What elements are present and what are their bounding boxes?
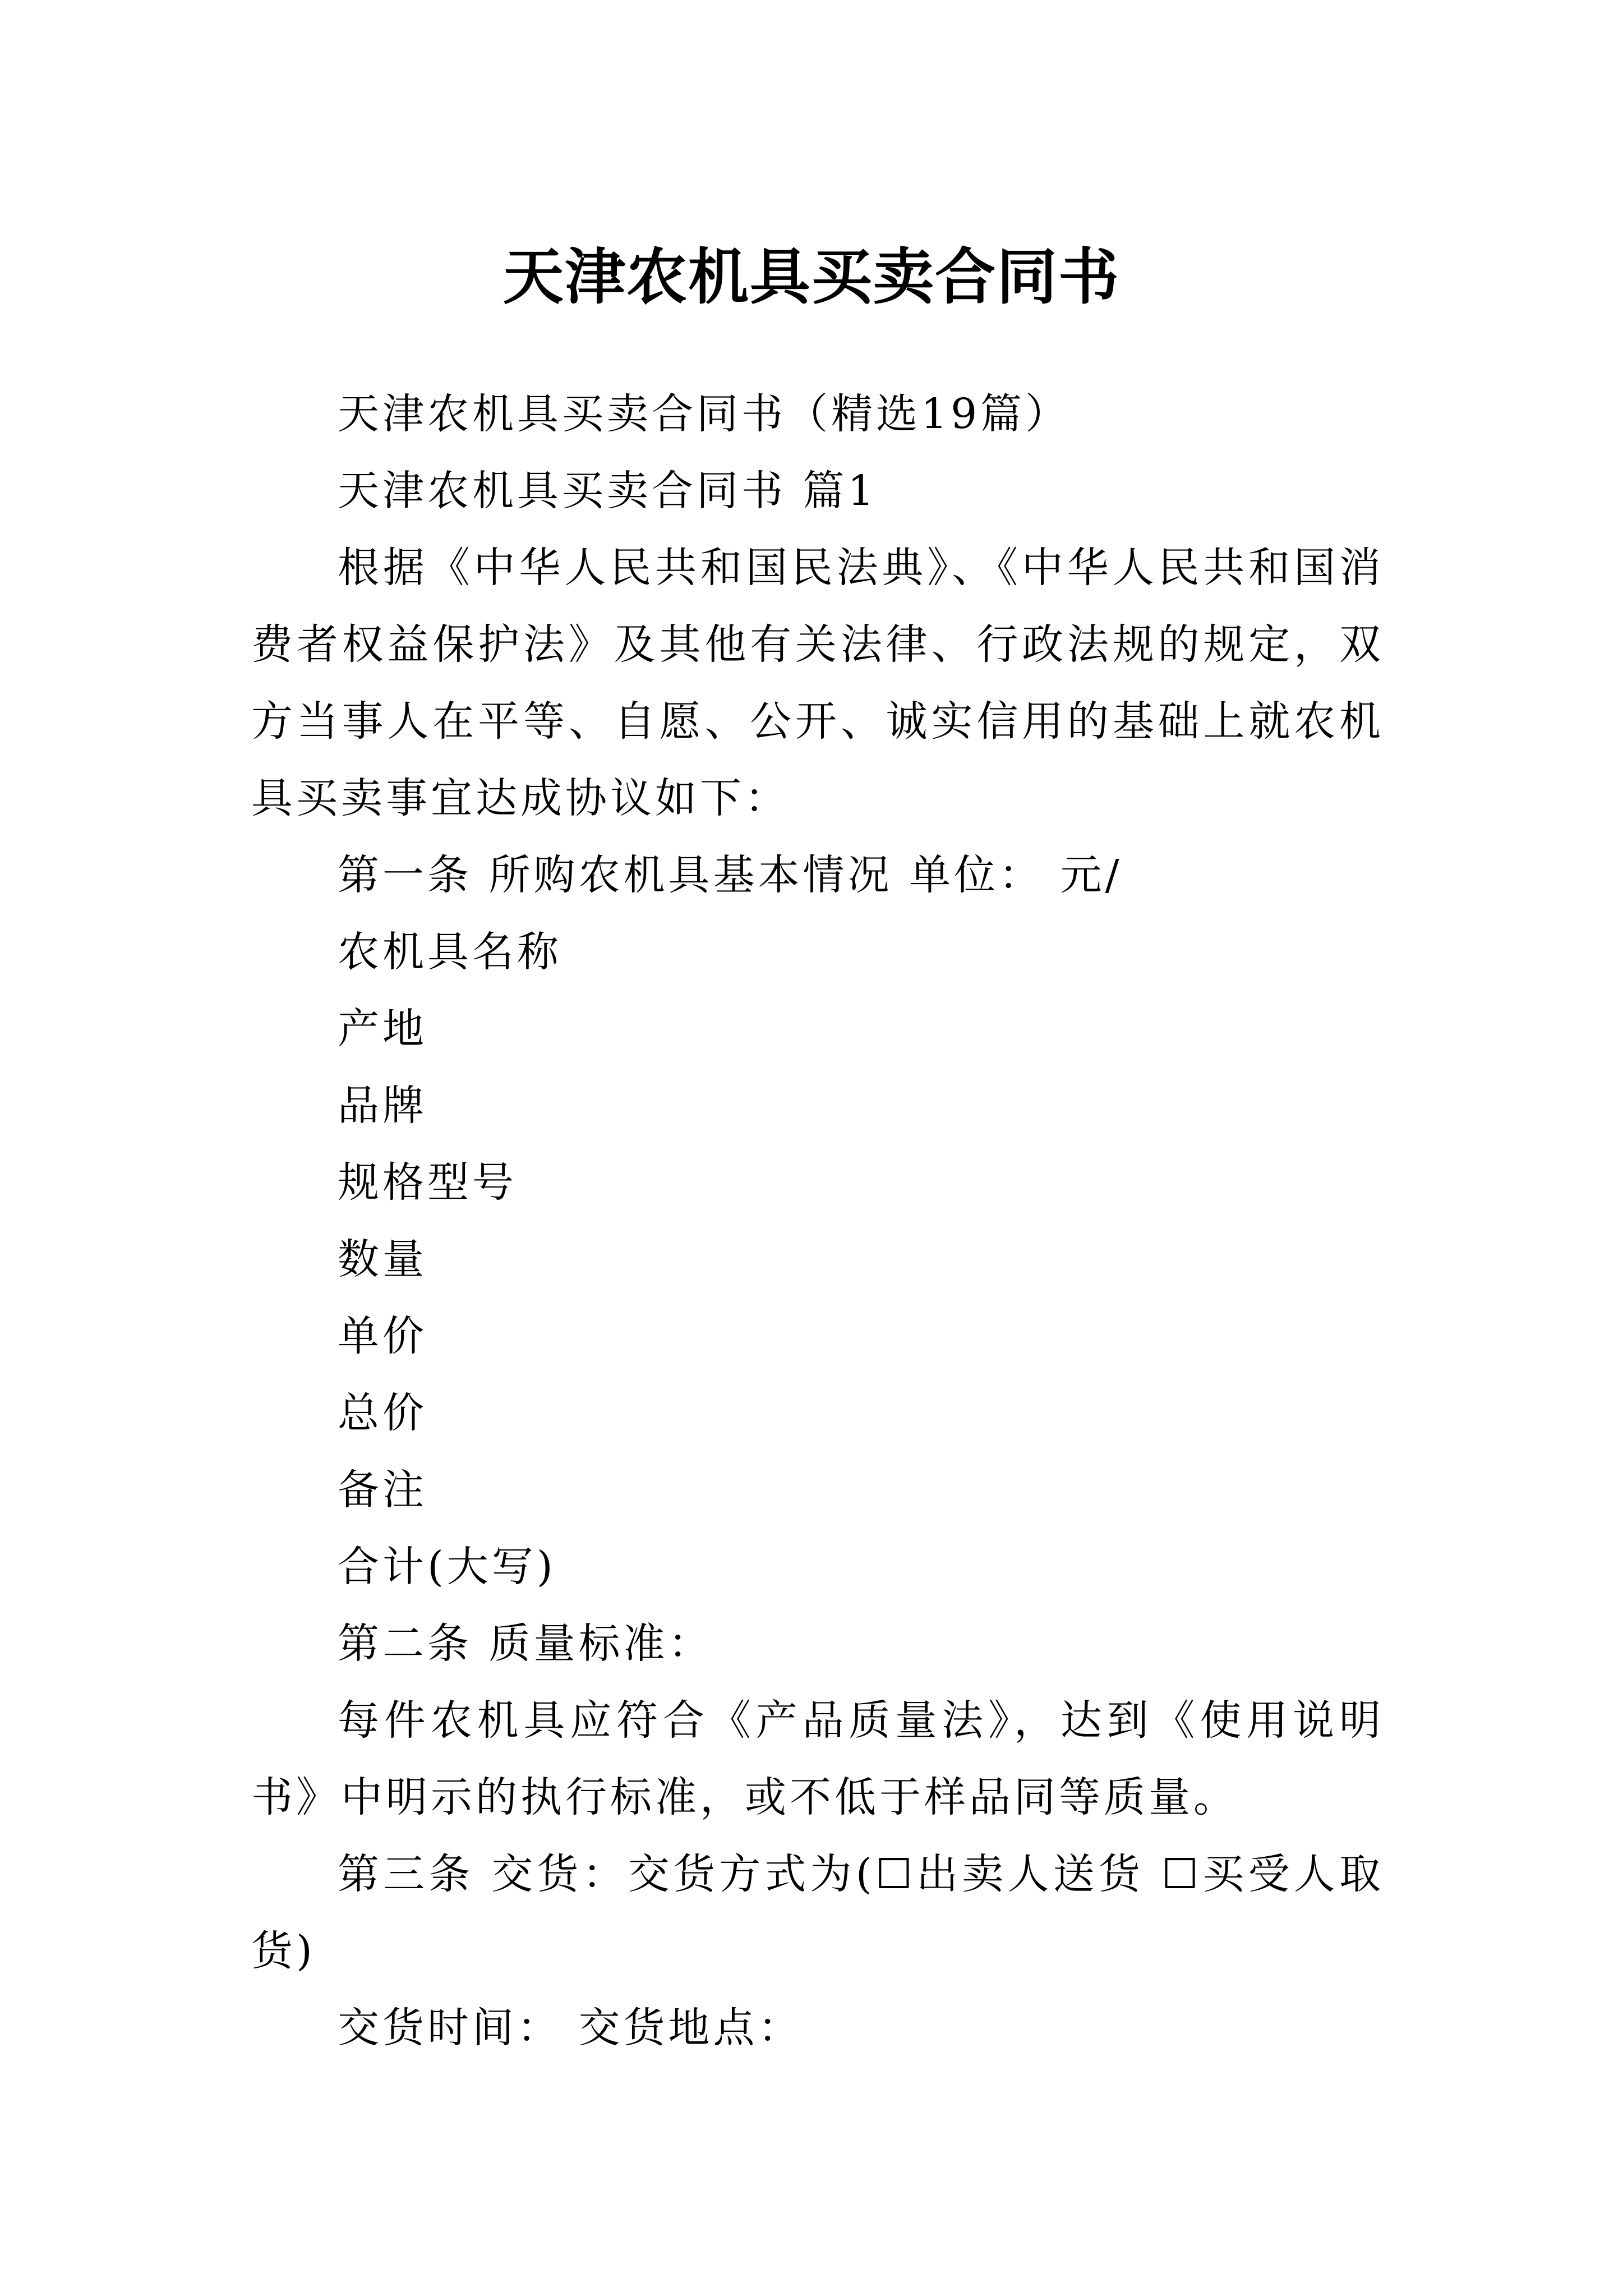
article-2-heading: 第二条 质量标准： [338,1619,713,1668]
quality-standard-paragraph: 每件农机具应符合《产品质量法》，达到《使用说明书》中明示的执行标准，或不低于样品同等质量。 [251,1696,1384,1821]
article-3-delivery-paragraph: 第三条 交货：交货方式为(☐出卖人送货 ☐买受人取货) [251,1850,1384,1975]
field-total-in-words: 合计(大写) [338,1543,556,1591]
field-origin: 产地 [338,1005,427,1053]
field-machine-name: 农机具名称 [338,928,562,976]
field-unit-price: 单价 [338,1312,427,1360]
field-total-price: 总价 [338,1389,427,1437]
delivery-time-place-line: 交货时间： 交货地点： [338,2004,803,2052]
field-quantity: 数量 [338,1235,427,1283]
article-1-heading: 第一条 所购农机具基本情况 单位： 元/ [338,851,1123,899]
document-title: 天津农机具买卖合同书 [502,242,1120,313]
subtitle-paragraph: 天津农机具买卖合同书（精选19篇） [338,390,1071,438]
preamble-paragraph: 根据《中华人民共和国民法典》、《中华人民共和国消费者权益保护法》及其他有关法律、行政法规的规定，双方当事人在平等、自愿、公开、诚实信用的基础上就农机具买卖事宜达成协议如下： [251,544,1384,822]
field-brand: 品牌 [338,1082,427,1130]
section-heading: 天津农机具买卖合同书 篇1 [338,467,878,515]
field-remarks: 备注 [338,1466,427,1514]
document-body [251,376,1384,2067]
field-model: 规格型号 [338,1158,517,1207]
